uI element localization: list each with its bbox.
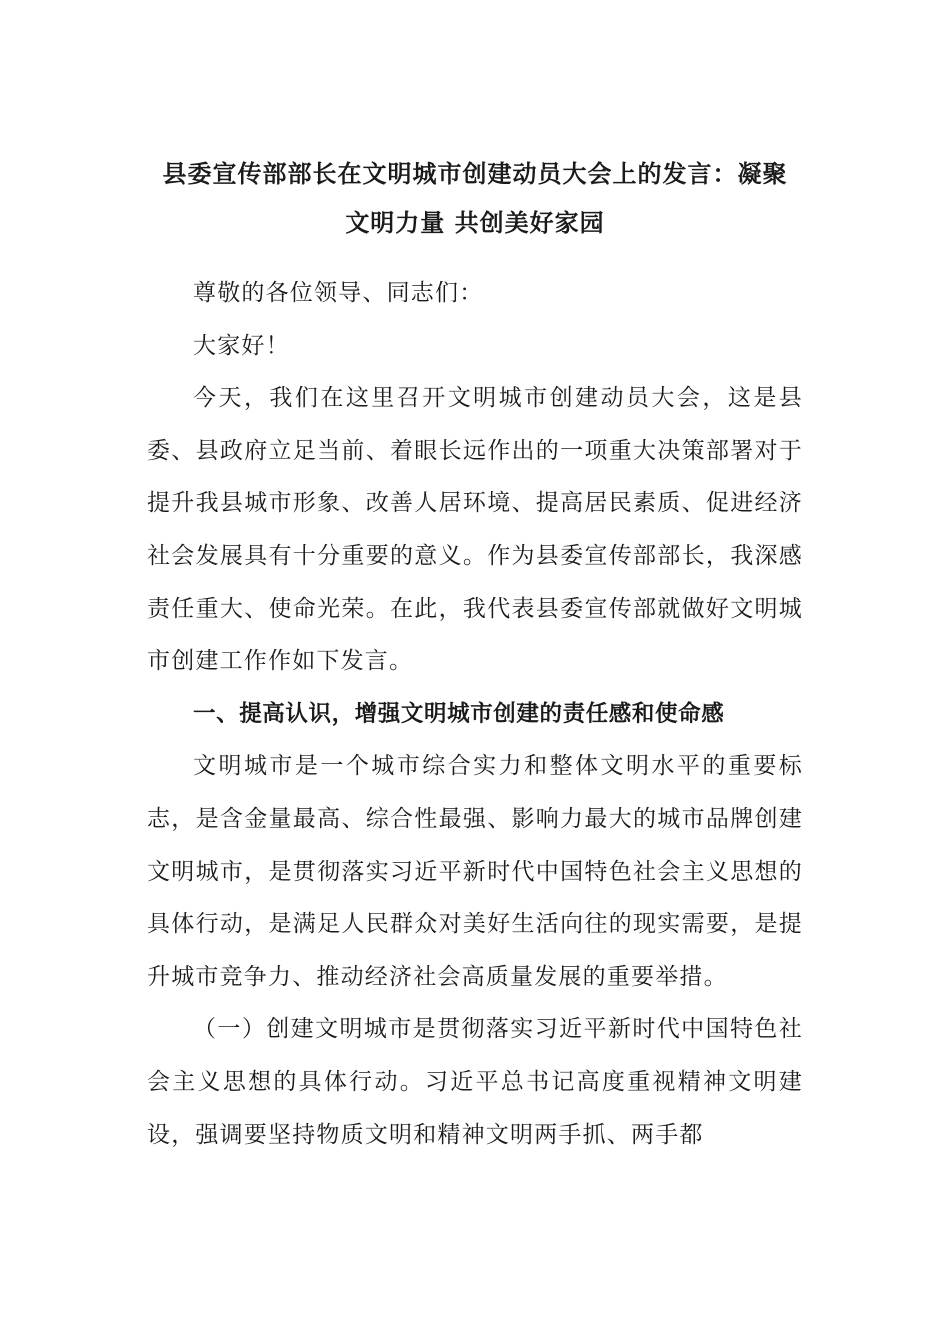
subsection-1-paragraph: （一）创建文明城市是贯彻落实习近平新时代中国特色社会主义思想的具体行动。习近平总书记高度重视精神文明建设，强调要坚持物质文明和精神文明两手抓、两手都: [147, 1016, 803, 1148]
document-title: [147, 150, 803, 248]
section-1-heading: 一、提高认识，增强文明城市创建的责任感和使命感: [193, 700, 725, 727]
greeting: 大家好！: [193, 332, 290, 359]
title-line-1: 县委宣传部部长在文明城市创建动员大会上的发言：凝聚: [162, 160, 788, 188]
salutation: 尊敬的各位领导、同志们：: [193, 280, 484, 306]
title-line-2: 文明力量 共创美好家园: [345, 209, 605, 237]
intro-paragraph: 今天，我们在这里召开文明城市创建动员大会，这是县委、县政府立足当前、着眼长远作出的一项重大决策部署对于提升我县城市形象、改善人居环境、提高居民素质、促进经济社会发展具有十分重要的意义。作为县委宣传部部长，我深感责任重大、使命光荣。在此，我代表县委宣传部就做好文明城市创建工作作如下发言。: [147, 385, 803, 675]
document-page: [147, 150, 803, 1161]
section-1-paragraph: 文明城市是一个城市综合实力和整体文明水平的重要标志，是含金量最高、综合性最强、影响力最大的城市品牌创建文明城市，是贯彻落实习近平新时代中国特色社会主义思想的具体行动，是满足人民群众对美好生活向往的现实需要，是提升城市竞争力、推动经济社会高质量发展的重要举措。: [147, 753, 803, 990]
